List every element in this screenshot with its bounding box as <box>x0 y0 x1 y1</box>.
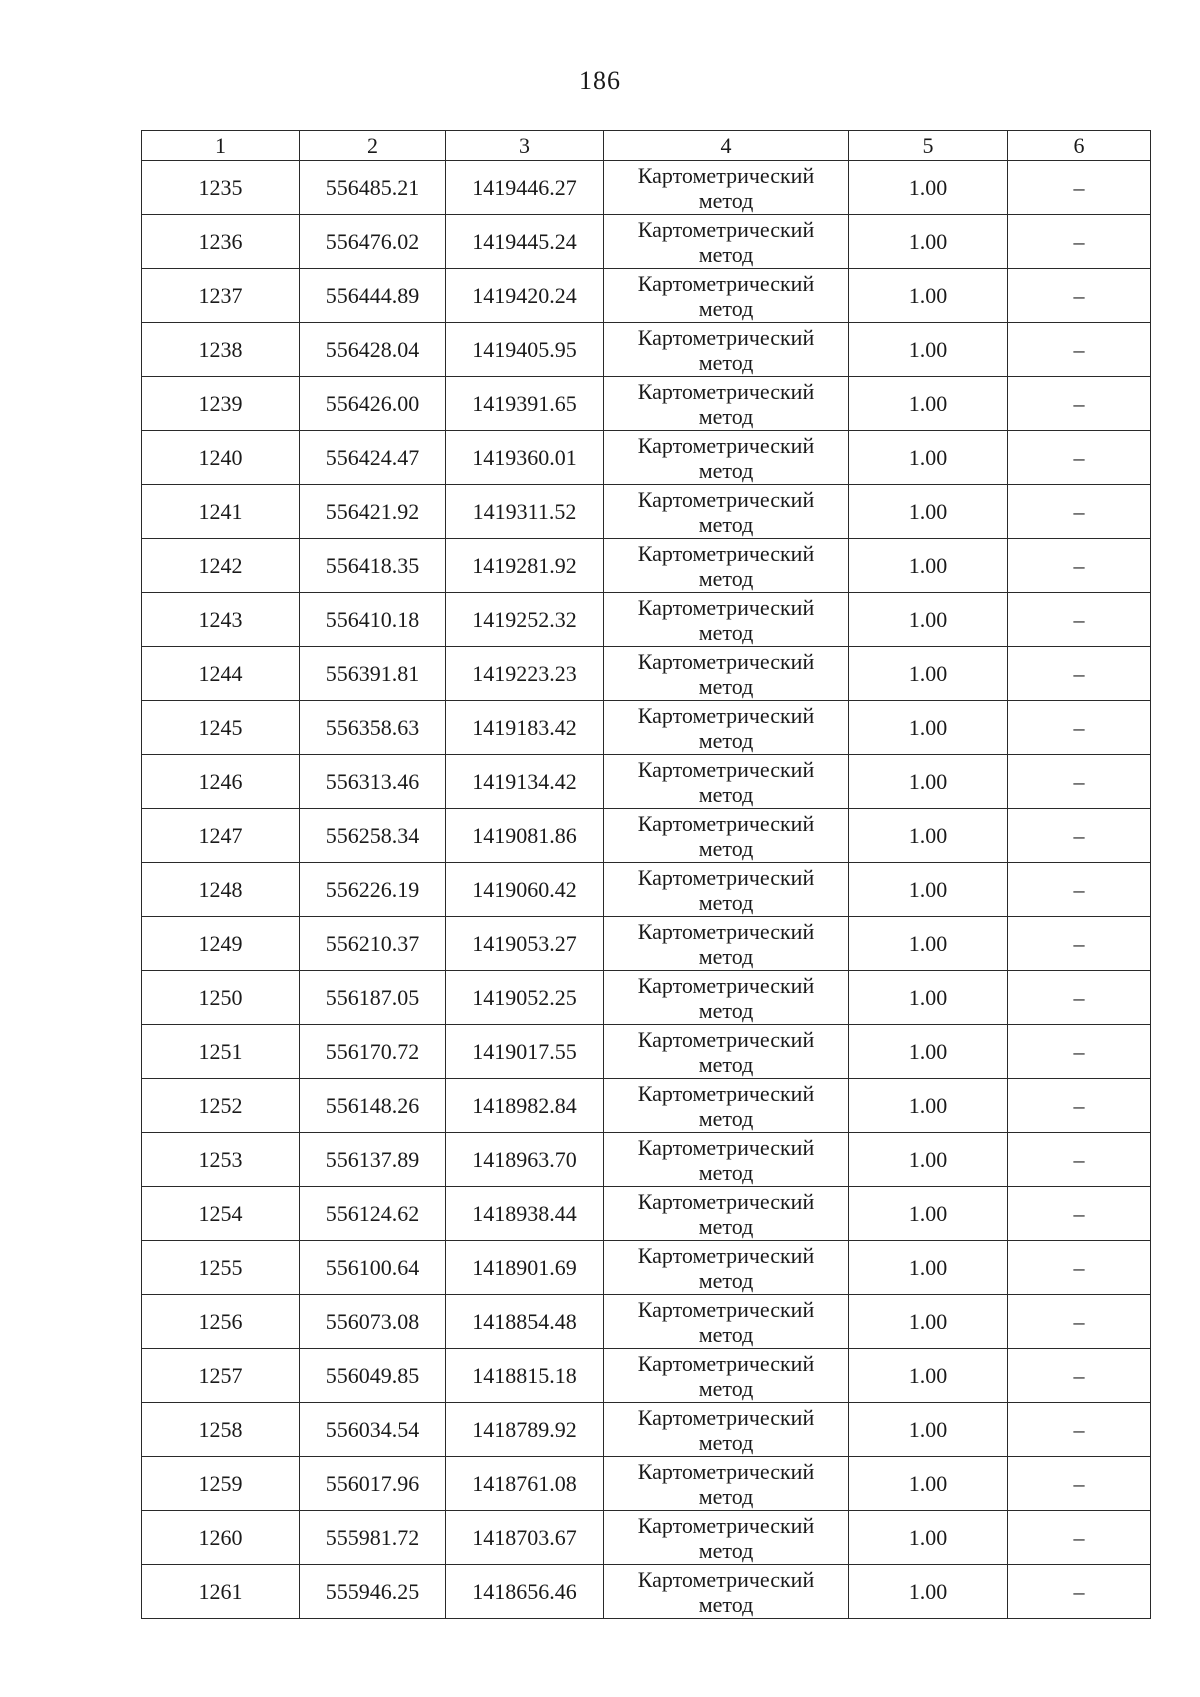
point-number-cell: 1248 <box>142 863 300 917</box>
note-cell: – <box>1008 269 1151 323</box>
y-coordinate-cell: 1418963.70 <box>446 1133 604 1187</box>
method-line-2: метод <box>698 1051 754 1077</box>
accuracy-cell: 1.00 <box>849 971 1008 1025</box>
note-cell: – <box>1008 323 1151 377</box>
point-number-cell: 1254 <box>142 1187 300 1241</box>
accuracy-cell: 1.00 <box>849 269 1008 323</box>
x-coordinate-cell: 556476.02 <box>300 215 446 269</box>
point-number-cell: 1238 <box>142 323 300 377</box>
method-line-2: метод <box>698 295 754 321</box>
method-cell <box>604 809 849 863</box>
method-line-2: метод <box>698 565 754 591</box>
method-cell <box>604 593 849 647</box>
column-header: 3 <box>446 131 604 161</box>
y-coordinate-cell: 1418901.69 <box>446 1241 604 1295</box>
method-cell <box>604 917 849 971</box>
accuracy-cell: 1.00 <box>849 1403 1008 1457</box>
method-line-2: метод <box>698 1429 754 1455</box>
note-cell: – <box>1008 215 1151 269</box>
y-coordinate-cell: 1418703.67 <box>446 1511 604 1565</box>
accuracy-cell: 1.00 <box>849 917 1008 971</box>
table-row <box>142 1511 1151 1565</box>
table-row <box>142 1025 1151 1079</box>
method-line-2: метод <box>698 1267 754 1293</box>
x-coordinate-cell: 556124.62 <box>300 1187 446 1241</box>
note-cell: – <box>1008 593 1151 647</box>
point-number-cell: 1252 <box>142 1079 300 1133</box>
method-cell <box>604 1511 849 1565</box>
y-coordinate-cell: 1419445.24 <box>446 215 604 269</box>
table-row <box>142 1457 1151 1511</box>
accuracy-cell: 1.00 <box>849 431 1008 485</box>
note-cell: – <box>1008 1295 1151 1349</box>
method-cell <box>604 1295 849 1349</box>
note-cell: – <box>1008 1403 1151 1457</box>
y-coordinate-cell: 1419060.42 <box>446 863 604 917</box>
x-coordinate-cell: 556226.19 <box>300 863 446 917</box>
method-line-2: метод <box>698 1591 754 1617</box>
method-line-2: метод <box>698 457 754 483</box>
table-row <box>142 431 1151 485</box>
table-row <box>142 323 1151 377</box>
y-coordinate-cell: 1419405.95 <box>446 323 604 377</box>
method-line-2: метод <box>698 943 754 969</box>
point-number-cell: 1257 <box>142 1349 300 1403</box>
y-coordinate-cell: 1419420.24 <box>446 269 604 323</box>
accuracy-cell: 1.00 <box>849 161 1008 215</box>
method-line-2: метод <box>698 1105 754 1131</box>
table-row <box>142 755 1151 809</box>
method-line-1: Картометрический <box>637 1404 815 1430</box>
table-row <box>142 701 1151 755</box>
method-cell <box>604 1349 849 1403</box>
method-cell <box>604 1241 849 1295</box>
method-line-1: Картометрический <box>637 540 815 566</box>
accuracy-cell: 1.00 <box>849 1295 1008 1349</box>
table-header <box>142 131 1151 161</box>
y-coordinate-cell: 1418815.18 <box>446 1349 604 1403</box>
note-cell: – <box>1008 1349 1151 1403</box>
x-coordinate-cell: 556444.89 <box>300 269 446 323</box>
table-body <box>142 161 1151 1619</box>
note-cell: – <box>1008 1565 1151 1619</box>
method-cell <box>604 1403 849 1457</box>
x-coordinate-cell: 556391.81 <box>300 647 446 701</box>
accuracy-cell: 1.00 <box>849 323 1008 377</box>
point-number-cell: 1236 <box>142 215 300 269</box>
y-coordinate-cell: 1419252.32 <box>446 593 604 647</box>
method-cell <box>604 647 849 701</box>
accuracy-cell: 1.00 <box>849 215 1008 269</box>
point-number-cell: 1253 <box>142 1133 300 1187</box>
method-line-2: метод <box>698 1159 754 1185</box>
point-number-cell: 1246 <box>142 755 300 809</box>
method-line-2: метод <box>698 187 754 213</box>
method-line-1: Картометрический <box>637 1188 815 1214</box>
method-line-2: метод <box>698 1375 754 1401</box>
method-cell <box>604 863 849 917</box>
table-row <box>142 485 1151 539</box>
method-cell <box>604 269 849 323</box>
page-number: 186 <box>579 66 621 95</box>
method-cell <box>604 755 849 809</box>
method-line-2: метод <box>698 241 754 267</box>
method-cell <box>604 1079 849 1133</box>
coordinates-table <box>141 130 1151 1619</box>
accuracy-cell: 1.00 <box>849 863 1008 917</box>
note-cell: – <box>1008 485 1151 539</box>
method-line-1: Картометрический <box>637 1080 815 1106</box>
note-cell: – <box>1008 1457 1151 1511</box>
accuracy-cell: 1.00 <box>849 1511 1008 1565</box>
method-line-1: Картометрический <box>637 432 815 458</box>
method-cell <box>604 1025 849 1079</box>
method-line-2: метод <box>698 781 754 807</box>
method-line-1: Картометрический <box>637 378 815 404</box>
accuracy-cell: 1.00 <box>849 1025 1008 1079</box>
accuracy-cell: 1.00 <box>849 1187 1008 1241</box>
method-line-1: Картометрический <box>637 1134 815 1160</box>
x-coordinate-cell: 556210.37 <box>300 917 446 971</box>
x-coordinate-cell: 556034.54 <box>300 1403 446 1457</box>
accuracy-cell: 1.00 <box>849 701 1008 755</box>
method-cell <box>604 701 849 755</box>
note-cell: – <box>1008 971 1151 1025</box>
y-coordinate-cell: 1419134.42 <box>446 755 604 809</box>
point-number-cell: 1242 <box>142 539 300 593</box>
x-coordinate-cell: 556100.64 <box>300 1241 446 1295</box>
method-cell <box>604 1133 849 1187</box>
method-line-1: Картометрический <box>637 486 815 512</box>
x-coordinate-cell: 556170.72 <box>300 1025 446 1079</box>
method-line-2: метод <box>698 403 754 429</box>
note-cell: – <box>1008 809 1151 863</box>
y-coordinate-cell: 1419017.55 <box>446 1025 604 1079</box>
x-coordinate-cell: 556428.04 <box>300 323 446 377</box>
method-line-2: метод <box>698 1321 754 1347</box>
method-line-1: Картометрический <box>637 918 815 944</box>
table-row <box>142 593 1151 647</box>
table-row <box>142 1565 1151 1619</box>
method-line-1: Картометрический <box>637 756 815 782</box>
method-line-1: Картометрический <box>637 972 815 998</box>
y-coordinate-cell: 1418789.92 <box>446 1403 604 1457</box>
method-line-2: метод <box>698 889 754 915</box>
method-line-1: Картометрический <box>637 1512 815 1538</box>
method-line-1: Картометрический <box>637 810 815 836</box>
table-row <box>142 1133 1151 1187</box>
table-row <box>142 269 1151 323</box>
x-coordinate-cell: 556426.00 <box>300 377 446 431</box>
method-cell <box>604 539 849 593</box>
point-number-cell: 1237 <box>142 269 300 323</box>
x-coordinate-cell: 556258.34 <box>300 809 446 863</box>
table-row <box>142 1241 1151 1295</box>
accuracy-cell: 1.00 <box>849 593 1008 647</box>
accuracy-cell: 1.00 <box>849 647 1008 701</box>
method-cell <box>604 485 849 539</box>
y-coordinate-cell: 1419281.92 <box>446 539 604 593</box>
note-cell: – <box>1008 161 1151 215</box>
x-coordinate-cell: 555946.25 <box>300 1565 446 1619</box>
y-coordinate-cell: 1418982.84 <box>446 1079 604 1133</box>
table-row <box>142 1295 1151 1349</box>
accuracy-cell: 1.00 <box>849 1349 1008 1403</box>
point-number-cell: 1259 <box>142 1457 300 1511</box>
x-coordinate-cell: 556418.35 <box>300 539 446 593</box>
y-coordinate-cell: 1419446.27 <box>446 161 604 215</box>
y-coordinate-cell: 1419223.23 <box>446 647 604 701</box>
accuracy-cell: 1.00 <box>849 1457 1008 1511</box>
method-cell <box>604 1457 849 1511</box>
x-coordinate-cell: 556017.96 <box>300 1457 446 1511</box>
accuracy-cell: 1.00 <box>849 1133 1008 1187</box>
method-line-2: метод <box>698 619 754 645</box>
y-coordinate-cell: 1418656.46 <box>446 1565 604 1619</box>
accuracy-cell: 1.00 <box>849 755 1008 809</box>
note-cell: – <box>1008 539 1151 593</box>
method-line-1: Картометрический <box>637 162 815 188</box>
point-number-cell: 1235 <box>142 161 300 215</box>
method-line-1: Картометрический <box>637 1458 815 1484</box>
method-line-1: Картометрический <box>637 594 815 620</box>
table-row <box>142 1349 1151 1403</box>
y-coordinate-cell: 1419391.65 <box>446 377 604 431</box>
method-line-1: Картометрический <box>637 864 815 890</box>
y-coordinate-cell: 1419052.25 <box>446 971 604 1025</box>
method-cell <box>604 971 849 1025</box>
note-cell: – <box>1008 1511 1151 1565</box>
table-row <box>142 215 1151 269</box>
x-coordinate-cell: 556137.89 <box>300 1133 446 1187</box>
method-line-2: метод <box>698 1483 754 1509</box>
method-line-2: метод <box>698 349 754 375</box>
method-cell <box>604 215 849 269</box>
point-number-cell: 1261 <box>142 1565 300 1619</box>
method-line-1: Картометрический <box>637 648 815 674</box>
point-number-cell: 1247 <box>142 809 300 863</box>
table-row <box>142 1079 1151 1133</box>
y-coordinate-cell: 1419183.42 <box>446 701 604 755</box>
method-line-2: метод <box>698 997 754 1023</box>
note-cell: – <box>1008 1025 1151 1079</box>
column-header: 6 <box>1008 131 1151 161</box>
table-row <box>142 1187 1151 1241</box>
note-cell: – <box>1008 377 1151 431</box>
point-number-cell: 1256 <box>142 1295 300 1349</box>
accuracy-cell: 1.00 <box>849 1079 1008 1133</box>
x-coordinate-cell: 556358.63 <box>300 701 446 755</box>
note-cell: – <box>1008 1133 1151 1187</box>
point-number-cell: 1244 <box>142 647 300 701</box>
table-row <box>142 917 1151 971</box>
y-coordinate-cell: 1419081.86 <box>446 809 604 863</box>
note-cell: – <box>1008 1241 1151 1295</box>
note-cell: – <box>1008 431 1151 485</box>
note-cell: – <box>1008 917 1151 971</box>
method-cell <box>604 1565 849 1619</box>
y-coordinate-cell: 1418938.44 <box>446 1187 604 1241</box>
point-number-cell: 1260 <box>142 1511 300 1565</box>
table-row <box>142 1403 1151 1457</box>
accuracy-cell: 1.00 <box>849 377 1008 431</box>
point-number-cell: 1258 <box>142 1403 300 1457</box>
method-line-1: Картометрический <box>637 1566 815 1592</box>
method-line-1: Картометрический <box>637 1296 815 1322</box>
x-coordinate-cell: 556049.85 <box>300 1349 446 1403</box>
table-row <box>142 377 1151 431</box>
method-line-1: Картометрический <box>637 1026 815 1052</box>
table-row <box>142 539 1151 593</box>
accuracy-cell: 1.00 <box>849 809 1008 863</box>
method-line-2: метод <box>698 727 754 753</box>
method-line-1: Картометрический <box>637 270 815 296</box>
y-coordinate-cell: 1418761.08 <box>446 1457 604 1511</box>
column-header: 1 <box>142 131 300 161</box>
method-line-2: метод <box>698 511 754 537</box>
table-row <box>142 809 1151 863</box>
point-number-cell: 1255 <box>142 1241 300 1295</box>
column-header: 5 <box>849 131 1008 161</box>
x-coordinate-cell: 556073.08 <box>300 1295 446 1349</box>
table-row <box>142 647 1151 701</box>
point-number-cell: 1241 <box>142 485 300 539</box>
method-line-1: Картометрический <box>637 1350 815 1376</box>
note-cell: – <box>1008 1187 1151 1241</box>
note-cell: – <box>1008 647 1151 701</box>
method-cell <box>604 431 849 485</box>
note-cell: – <box>1008 1079 1151 1133</box>
method-cell <box>604 161 849 215</box>
method-line-1: Картометрический <box>637 324 815 350</box>
x-coordinate-cell: 556424.47 <box>300 431 446 485</box>
header-row <box>142 131 1151 161</box>
point-number-cell: 1243 <box>142 593 300 647</box>
x-coordinate-cell: 556421.92 <box>300 485 446 539</box>
method-line-2: метод <box>698 673 754 699</box>
y-coordinate-cell: 1418854.48 <box>446 1295 604 1349</box>
method-line-2: метод <box>698 1537 754 1563</box>
x-coordinate-cell: 556148.26 <box>300 1079 446 1133</box>
note-cell: – <box>1008 863 1151 917</box>
point-number-cell: 1251 <box>142 1025 300 1079</box>
accuracy-cell: 1.00 <box>849 1565 1008 1619</box>
method-line-1: Картометрический <box>637 702 815 728</box>
x-coordinate-cell: 555981.72 <box>300 1511 446 1565</box>
accuracy-cell: 1.00 <box>849 539 1008 593</box>
table-row <box>142 863 1151 917</box>
point-number-cell: 1249 <box>142 917 300 971</box>
point-number-cell: 1239 <box>142 377 300 431</box>
note-cell: – <box>1008 755 1151 809</box>
accuracy-cell: 1.00 <box>849 485 1008 539</box>
x-coordinate-cell: 556410.18 <box>300 593 446 647</box>
method-line-2: метод <box>698 1213 754 1239</box>
point-number-cell: 1245 <box>142 701 300 755</box>
note-cell: – <box>1008 701 1151 755</box>
table-row <box>142 161 1151 215</box>
point-number-cell: 1250 <box>142 971 300 1025</box>
column-header: 4 <box>604 131 849 161</box>
method-line-1: Картометрический <box>637 1242 815 1268</box>
x-coordinate-cell: 556187.05 <box>300 971 446 1025</box>
y-coordinate-cell: 1419311.52 <box>446 485 604 539</box>
y-coordinate-cell: 1419360.01 <box>446 431 604 485</box>
method-cell <box>604 1187 849 1241</box>
point-number-cell: 1240 <box>142 431 300 485</box>
column-header: 2 <box>300 131 446 161</box>
x-coordinate-cell: 556313.46 <box>300 755 446 809</box>
method-line-1: Картометрический <box>637 216 815 242</box>
table-row <box>142 971 1151 1025</box>
x-coordinate-cell: 556485.21 <box>300 161 446 215</box>
y-coordinate-cell: 1419053.27 <box>446 917 604 971</box>
method-cell <box>604 377 849 431</box>
method-cell <box>604 323 849 377</box>
accuracy-cell: 1.00 <box>849 1241 1008 1295</box>
method-line-2: метод <box>698 835 754 861</box>
